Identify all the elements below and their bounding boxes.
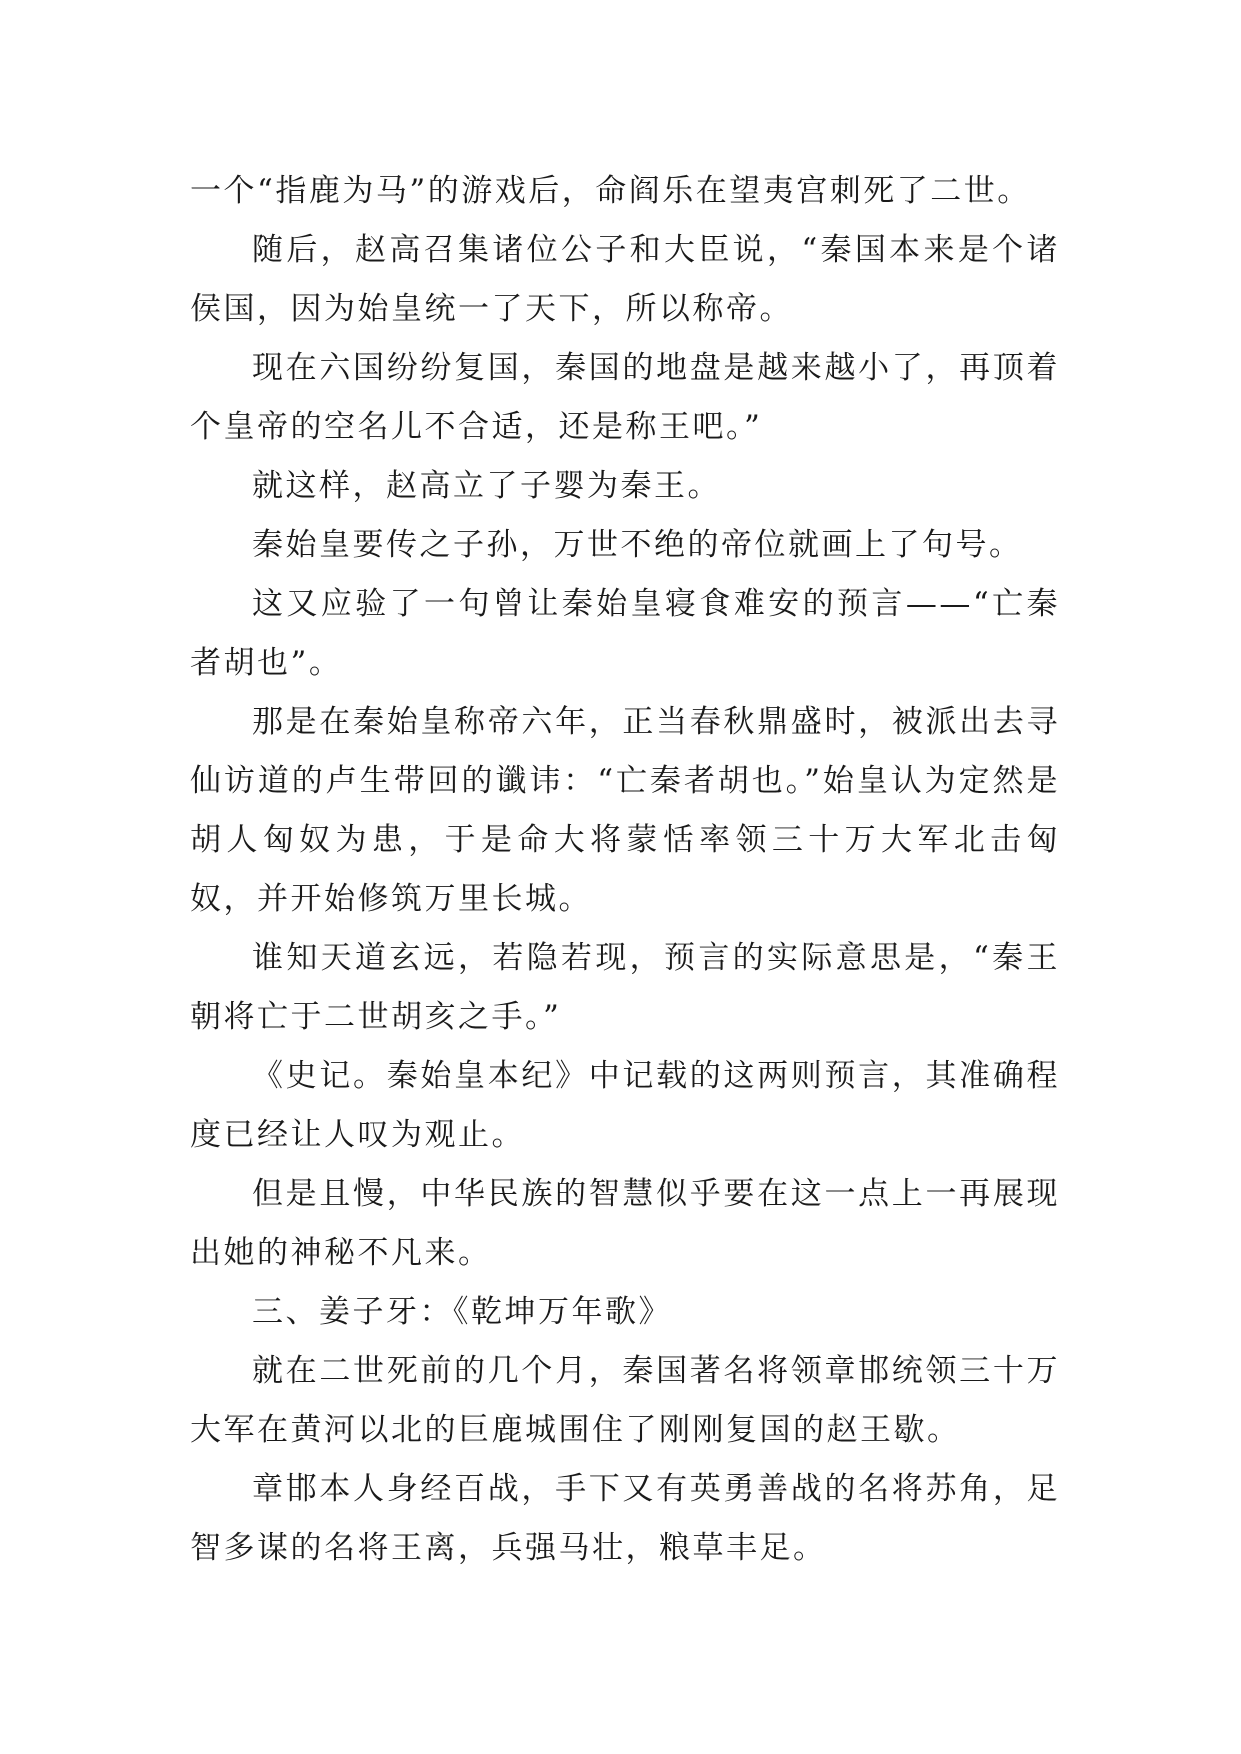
- paragraph: 这又应验了一句曾让秦始皇寝食难安的预言——“亡秦者胡也”。: [190, 586, 1060, 681]
- paragraph: 《史记。秦始皇本纪》中记载的这两则预言，其准确程度已经让人叹为观止。: [190, 1058, 1060, 1153]
- paragraph: 随后，赵高召集诸位公子和大臣说，“秦国本来是个诸侯国，因为始皇统一了天下，所以称帝。: [190, 232, 1060, 327]
- paragraph: 秦始皇要传之子孙，万世不绝的帝位就画上了句号。: [252, 527, 1023, 563]
- document-body: [190, 162, 1060, 1578]
- section-heading: 三、姜子牙：《乾坤万年歌》: [252, 1294, 672, 1330]
- paragraph: 就在二世死前的几个月，秦国著名将领章邯统领三十万大军在黄河以北的巨鹿城围住了刚刚复国的赵王歇。: [190, 1353, 1060, 1448]
- paragraph: 章邯本人身经百战，手下又有英勇善战的名将苏角，足智多谋的名将王离，兵强马壮，粮草丰足。: [190, 1471, 1060, 1566]
- paragraph: 一个“指鹿为马”的游戏后，命阎乐在望夷宫刺死了二世。: [190, 173, 1031, 209]
- paragraph: 就这样，赵高立了子婴为秦王。: [252, 468, 721, 504]
- paragraph: 谁知天道玄远，若隐若现，预言的实际意思是，“秦王朝将亡于二世胡亥之手。”: [190, 940, 1060, 1035]
- paragraph: 现在六国纷纷复国，秦国的地盘是越来越小了，再顶着个皇帝的空名儿不合适，还是称王吧。”: [190, 350, 1060, 445]
- paragraph: 但是且慢，中华民族的智慧似乎要在这一点上一再展现出她的神秘不凡来。: [190, 1176, 1060, 1271]
- paragraph: 那是在秦始皇称帝六年，正当春秋鼎盛时，被派出去寻仙访道的卢生带回的谶讳：“亡秦者胡也。”始皇认为定然是胡人匈奴为患，于是命大将蒙恬率领三十万大军北击匈奴，并开始修筑万里长城。: [190, 704, 1060, 917]
